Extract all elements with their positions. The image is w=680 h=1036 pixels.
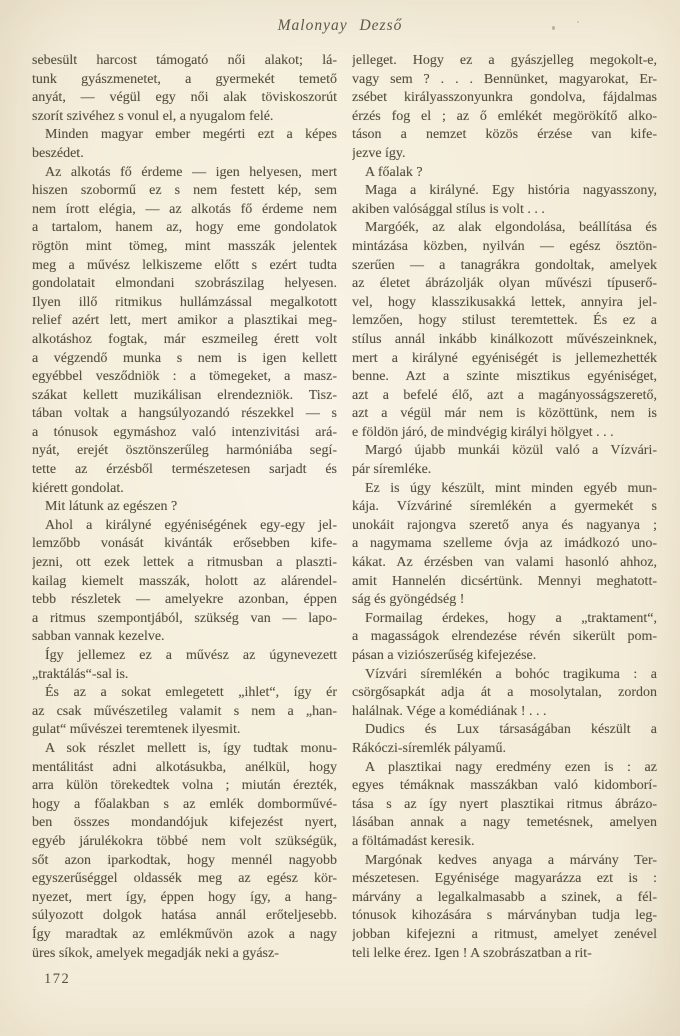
text-line: márvány a legalkalmasabb a szinek, a fél- [352, 889, 657, 905]
text-line: A sok részlet mellett is, így tudtak monu- [45, 740, 337, 756]
running-header: Malonyay Dezső [277, 17, 403, 34]
text-line: ben összes mondandójuk kifejezést nyert, [32, 815, 337, 831]
text-line: tában voltak a hangsúlyozandó részekkel — s [32, 406, 337, 422]
text-line: nem írott elégia, — az alkotás fő érdeme nem [32, 201, 337, 217]
text-line: amit Hannelén dicsértünk. Mennyi meghatott- [352, 573, 657, 589]
text-line: azt a végül már nem is közöttünk, nem is [352, 406, 657, 422]
text-line: jelleget. Hogy ez a gyászjelleg megokolt-e, [352, 53, 657, 68]
text-line: a nagymama szelleme óvja az imádkozó uno- [352, 536, 657, 552]
text-line: tónusok kihozására s márványban tudja leg- [352, 908, 657, 924]
text-line: meg a művész lelkiszeme előtt s ezért tudta [32, 257, 337, 273]
paragraph [352, 759, 657, 852]
left-column [32, 52, 337, 963]
text-line: kailag kiemelt masszák, holott az alárendel- [32, 573, 337, 589]
text-line: sebesült harcost támogató női alakot; lá- [32, 53, 337, 68]
text-line: érzés fog el ; az ő emlékét megörökítő alko- [352, 108, 657, 124]
text-line: tása s az így nyert plasztikai ritmus ábrázo- [352, 796, 657, 812]
page-number: 172 [44, 971, 71, 987]
text-line: mészetesen. Egyénisége magyarázza ezt is : [352, 871, 657, 887]
text-columns [32, 52, 658, 963]
text-line: A plasztikai nagy eredmény ezen is : az [365, 759, 657, 775]
text-line: e földön járó, de mindvégig királyi hölgyet . . . [352, 424, 614, 440]
text-line: beszédet. [32, 145, 84, 161]
text-line: sabban vannak kezelve. [32, 629, 165, 645]
paper-speck [552, 26, 555, 30]
paper-speck [577, 21, 579, 23]
text-line: Rákóczi-síremlék pályamű. [352, 740, 506, 756]
paragraph [32, 517, 337, 647]
text-line: arra külön törekedtek volna ; miután érezték, [32, 778, 337, 794]
text-line: kákat. Az érzésben van valami hasonló ahhoz, [352, 555, 657, 571]
text-line: halálnak. Vége a komédiának ! . . . [352, 703, 547, 719]
text-line: anyát, — végül egy női alak töviskoszorút [32, 90, 337, 106]
text-line: akiben valósággal stílus is volt . . . [352, 201, 545, 217]
text-line: a tartalom, hanem az, hogy eme gondolatok [32, 220, 337, 236]
text-line: pásan a viziószerűség kifejezése. [352, 648, 537, 663]
text-line: táson a nemzet közös érzése van kife- [352, 127, 657, 143]
text-line: az életet ábrázolják olyan művészi típuserő- [352, 276, 657, 292]
text-line: kiérett gondolat. [32, 480, 124, 496]
paragraph [32, 740, 337, 963]
text-line: Dudics és Lux társaságában készült a [365, 722, 657, 738]
text-line: rögtön mint tömeg, mint masszák jelentek [32, 238, 337, 254]
text-line: Az alkotás fő érdeme — igen helyesen, mert [45, 164, 337, 180]
text-line: üres síkok, amelyek megadják neki a gyász- [32, 945, 279, 961]
text-line: jezni, ott ezek lettek a ritmusban a plaszti- [32, 555, 337, 571]
text-line: Margónak kedves anyaga a márvány Ter- [365, 852, 657, 868]
text-line: stílus annál inkább kinálkozott művészeinknek, [352, 331, 657, 347]
text-line: Maga a királyné. Egy história nagyasszony, [365, 183, 657, 199]
text-line: gondolatait elmondani szobrászilag helyesen. [32, 276, 337, 292]
text-line: egyébbel vesződniök : a tömegeket, a masz- [32, 369, 337, 385]
text-line: Margó újabb munkái közül való a Vízvári- [365, 443, 657, 459]
text-line: azt a befelé élő, azt a magányosságszerető, [352, 387, 657, 403]
text-line: teli lelke érez. Igen ! A szobrászatban a rit- [352, 945, 592, 961]
text-line: egyéb járulékokra többé nem volt szükségük, [32, 833, 337, 849]
text-line: súlyozott dolgok hatása annál erőteljesebb. [32, 908, 337, 924]
text-line: az csak művészetileg valamit s nem a „han- [32, 703, 337, 719]
paragraph [352, 721, 657, 758]
paragraph [32, 126, 337, 163]
text-line: mert a királyné egyéniségét is jellemezhették [352, 350, 657, 366]
text-line: Minden magyar ember megérti ezt a képes [45, 127, 337, 143]
text-line: unokáit rajongva szerető anya és nagyanya ; [352, 517, 657, 533]
paragraph [352, 164, 657, 183]
text-line: És az a sokat emlegetett „ihlet“, így ér [45, 685, 337, 701]
text-line: szákat kellett muzikálisan elrendezniök. Tisz- [32, 387, 337, 403]
text-line: Mit látunk az egészen ? [45, 499, 178, 515]
text-line: Formailag érdekes, hogy a „traktament“, [365, 610, 657, 626]
text-line: szorít szivéhez s vonul el, a nyugalom felé. [32, 108, 274, 124]
text-line: egyes témáknak masszákban való kidomborí- [352, 778, 657, 794]
text-line: mintázása közben, nyilván — egész ösztön- [352, 238, 657, 254]
text-line: benne. Azt a szinte misztikus egyéniséget, [352, 369, 657, 385]
text-line: mentálitást adni alkotásukba, anélkül, hogy [32, 759, 337, 775]
text-line: A főalak ? [365, 164, 423, 180]
text-line: Így jellemez ez a művész az úgynevezett [45, 648, 337, 663]
paragraph [352, 480, 657, 610]
text-line: kája. Vízváriné síremlékén a gyermekét s [352, 499, 657, 515]
paragraph [352, 442, 657, 479]
text-line: Vízvári síremlékén a bohóc tragikuma : a [365, 666, 657, 682]
paragraph [32, 647, 337, 684]
paragraph [352, 852, 657, 964]
text-line: Ez is úgy készült, mint minden egyéb mun- [365, 480, 657, 496]
text-line: csörgősapkát adja át a mosolytalan, zordon [352, 685, 657, 701]
text-line: hogy a főalakban s az emlék domborművé- [32, 796, 337, 812]
text-line: a tónusok egymáshoz való intenzivitási ará- [32, 424, 337, 440]
text-line: a magasságok elrendezése révén sikerült pom- [352, 629, 657, 645]
text-line: ság és gyöngédség ! [352, 592, 465, 608]
text-line: vel, hogy klasszikusakká lettek, annyira jel- [352, 294, 657, 310]
paragraph [352, 52, 657, 164]
text-line: szerűen — a tanagrákra gondoltak, amelyek [352, 257, 657, 273]
right-column [352, 52, 657, 963]
text-line: jobban kifejezni a ritmust, amelyet zenével [352, 926, 657, 942]
text-line: a föltámadást keresik. [352, 833, 475, 849]
text-line: zsébet királyasszonyunkra gondolva, fájdalmas [352, 90, 657, 106]
text-line: pár síremléke. [352, 462, 432, 478]
text-line: Ilyen illő ritmikus hullámzással megalkotott [32, 294, 337, 310]
text-line: alkotáshoz fogtak, már eszmeileg érett volt [32, 331, 337, 347]
text-line: tette az érzésből természetesen sarjadt és [32, 462, 337, 478]
paragraph [32, 684, 337, 740]
text-line: vagy sem ? . . . Bennünket, magyarokat, Er- [352, 71, 657, 87]
paragraph [352, 182, 657, 219]
paragraph [352, 219, 657, 442]
text-line: lásában annak a nagy temetésnek, amelyen [352, 815, 657, 831]
text-line: nyezet, mert így, éppen hogy így, a hang- [32, 889, 337, 905]
text-line: Margóék, az alak elgondolása, beállítása és [365, 220, 657, 236]
text-line: Ahol a királyné egyéniségének egy-egy jel- [45, 517, 337, 533]
text-line: Így maradtak az emlékművön azok a nagy [32, 926, 337, 942]
text-line: a végzendő munka s nem is igen kellett [32, 350, 337, 366]
text-line: lemzően, hogy stilust teremtettek. És ez a [352, 313, 657, 329]
paragraph [32, 498, 337, 517]
text-line: „traktálás“-sal is. [32, 666, 129, 682]
paragraph [352, 666, 657, 722]
text-line: hiszen szobormű ez s nem festett kép, sem [32, 183, 337, 199]
text-line: tunk gyászmenetet, a gyermekét temető [32, 71, 337, 87]
text-line: lemzőbb vonását kivánták erősebben kife- [32, 536, 337, 552]
text-line: relief azért lett, mert amikor a plasztikai meg- [32, 313, 337, 329]
text-line: tebb részletek — amelyekre azonban, éppen [32, 592, 337, 608]
paragraph [32, 52, 337, 126]
text-line: a ritmus szempontjából, szükség van — lapo- [32, 610, 337, 626]
text-line: egyszerűséggel oldassék meg az egész kör- [32, 871, 337, 887]
paragraph [352, 610, 657, 666]
text-line: nyát, erejét ösztönszerűleg harmóniába segí- [32, 443, 337, 459]
text-line: sőt azon iparkodtak, hogy mennél nagyobb [32, 852, 337, 868]
text-line: gulat“ művészei teremtenek ilyesmit. [32, 722, 241, 738]
paragraph [32, 164, 337, 499]
text-line: jezve így. [352, 145, 406, 161]
